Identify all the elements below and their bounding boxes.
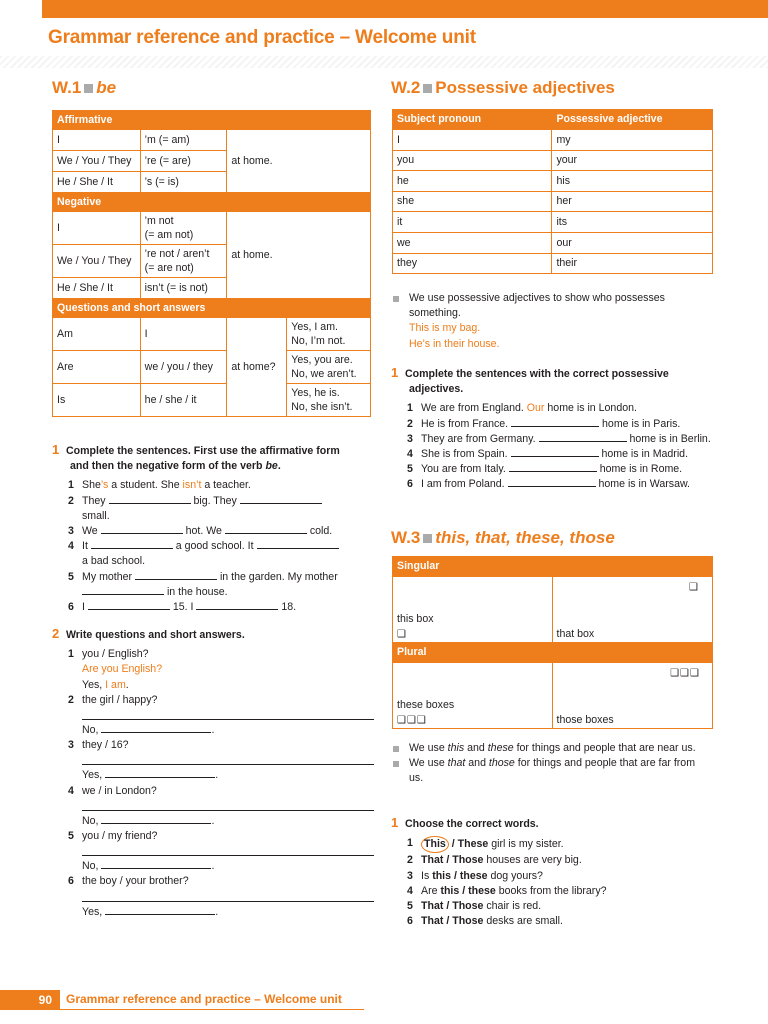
answer-blank[interactable] — [240, 494, 322, 504]
square-bullet-icon — [423, 534, 432, 543]
exercise-item: 4 we / in London? No, . — [52, 784, 374, 829]
box-icon: ❑ — [397, 628, 406, 640]
exercise-item: 6 I am from Poland. home is in Warsaw. — [407, 478, 690, 491]
exercise-item: 2 He is from France. home is in Paris. — [407, 417, 681, 430]
section-w2-heading — [391, 78, 615, 98]
answer-blank[interactable] — [135, 570, 217, 580]
exercise-item: 2 They big. They small. — [52, 494, 374, 524]
w2-note: We use possessive adjectives to show who possesses something. This is my bag. He’s in their house. — [391, 291, 713, 352]
answer-blank[interactable] — [101, 723, 211, 733]
w3-notes: We use this and these for things and people that are near us. We use that and those for things and people that are far from us. — [391, 741, 713, 787]
page-number: 90 — [0, 990, 60, 1010]
w3-exercise-1: 1 Choose the correct words. 1 This / These girl is my sister. 2 That / Those houses are very big. 3 Is this / these dog yours? 4 Are this / these books from the library? 5 That / Those chair is red. 6 That / Those desks are small. — [391, 815, 713, 929]
exercise-item: 5 My mother in the garden. My mother in the house. — [68, 570, 338, 598]
answer-blank[interactable] — [511, 447, 599, 457]
square-bullet-icon — [423, 84, 432, 93]
section-w1-heading — [52, 78, 116, 98]
exercise-item: 1 This / These girl is my sister. — [391, 836, 713, 853]
top-bar — [0, 0, 768, 18]
answer-blank[interactable] — [88, 600, 170, 610]
answer-blank[interactable] — [509, 462, 597, 472]
exercise-item: 6 the boy / your brother? Yes, . — [52, 874, 374, 919]
answer-blank[interactable] — [511, 417, 599, 427]
square-bullet-icon — [84, 84, 93, 93]
exercise-item: 1 She’s a student. She isn’t a teacher. — [68, 479, 251, 492]
section-w3-heading — [391, 528, 615, 548]
w1-exercise-2: 2 Write questions and short answers. 1 you / English? Are you English? Yes, I am. 2 the girl / happy? No, . 3 they / 16? Yes, . 4 we / in London? No, . 5 you / my friend? No, . 6 the boy / your brother? Yes, . — [52, 626, 374, 920]
answer-blank[interactable] — [101, 859, 211, 869]
exercise-item: 3 They are from Germany. home is in Berlin. — [407, 432, 711, 445]
section-title: be — [96, 78, 117, 97]
box-icon: ❑ — [689, 582, 698, 593]
answer-blank[interactable] — [91, 539, 173, 549]
header-stripe — [0, 56, 768, 68]
answer-blank[interactable] — [257, 539, 339, 549]
answer-blank[interactable] — [225, 524, 307, 534]
answer-blank[interactable] — [82, 585, 164, 595]
page-title: Grammar reference and practice – Welcome unit — [48, 27, 476, 48]
exercise-item: 1 you / English? Are you English? Yes, I am. — [68, 648, 163, 691]
circled-answer[interactable]: This — [421, 836, 449, 853]
affirmative-header: Affirmative — [53, 111, 371, 130]
top-bar-notch — [0, 0, 42, 18]
exercise-item: 5 you / my friend? No, . — [52, 829, 374, 874]
footer-title: Grammar reference and practice – Welcome unit — [66, 992, 342, 1006]
exercise-item: 4 Are this / these books from the library? — [407, 884, 607, 897]
section-code: W.3 — [391, 528, 421, 547]
answer-line[interactable] — [82, 890, 374, 902]
section-code: W.1 — [52, 78, 82, 97]
answer-blank[interactable] — [109, 494, 191, 504]
exercise-item: 4 It a good school. It a bad school. — [52, 539, 374, 569]
exercise-item: 5 That / Those chair is red. — [407, 900, 542, 913]
exercise-item: 3 they / 16? Yes, . — [52, 738, 374, 783]
exercise-item: 2 the girl / happy? No, . — [52, 693, 374, 738]
exercise-item: 3 Is this / these dog yours? — [407, 869, 543, 882]
possessive-table: Subject pronoun Possessive adjective I my you your he his she her it its we our they their — [392, 109, 713, 274]
exercise-item: 6 That / Those desks are small. — [407, 915, 563, 928]
exercise-item: 3 We hot. We cold. — [68, 525, 333, 538]
answer-blank[interactable] — [105, 768, 215, 778]
answer-blank[interactable] — [508, 477, 596, 487]
be-table: Affirmative I ’m (= am) at home. We / You / They ’re (= are) He / She / It ’s (= is) Negative I ’m not (= am not) at home. We / You / They ’re not / aren’t (= are not) He / She / It isn’t (= is not) Questions and short answers Am I at home? Yes, I am. No, I’m not. Are we / you / they Yes, you are. No, we aren’t. Is he / she / it Yes, he is. No, she isn’t. — [52, 110, 371, 417]
answer-blank[interactable] — [101, 814, 211, 824]
exercise-item: 5 You are from Italy. home is in Rome. — [407, 463, 683, 476]
exercise-item: 1 We are from England. Our home is in London. — [407, 402, 637, 415]
answer-line[interactable] — [82, 753, 374, 765]
exercise-item: 2 That / Those houses are very big. — [407, 854, 582, 867]
section-code: W.2 — [391, 78, 421, 97]
exercise-item: 6 I 15. I 18. — [68, 601, 297, 614]
section-title: this, that, these, those — [435, 528, 615, 547]
answer-blank[interactable] — [105, 905, 215, 915]
answer-line[interactable] — [82, 799, 374, 811]
w1-exercise-1: 1 Complete the sentences. First use the affirmative form and then the negative form of the verb be. 1 She’s a student. She isn’t a teacher. 2 They big. They small. 3 We hot. We cold. 4 It a good school. It a bad school. 5 My mother in the garden. My mother in the house. 6 I 15. I 18. — [52, 442, 374, 615]
answer-blank[interactable] — [539, 432, 627, 442]
section-title: Possessive adjectives — [435, 78, 615, 97]
answer-line[interactable] — [82, 844, 374, 856]
answer-blank[interactable] — [196, 600, 278, 610]
answer-line[interactable] — [82, 708, 374, 720]
answer-blank[interactable] — [101, 524, 183, 534]
exercise-item: 4 She is from Spain. home is in Madrid. — [407, 448, 689, 461]
w2-exercise-1: 1 Complete the sentences with the correct possessive adjectives. 1 We are from England. Our home is in London. 2 He is from France. home is in Paris. 3 They are from Germany. home is in Berlin. 4 She is from Spain. home is in Madrid. 5 You are from Italy. home is in Rome. 6 I am from Poland. home is in Warsaw. — [391, 365, 716, 493]
questions-header: Questions and short answers — [53, 299, 371, 318]
negative-header: Negative — [53, 193, 371, 212]
footer-rule — [60, 1009, 364, 1010]
boxes-icon: ❑❑❑ — [670, 668, 700, 679]
demonstratives-table: Singular this box ❑ ❑ that box Plural these boxes ❑❑❑ ❑❑❑ those boxes — [392, 556, 713, 729]
boxes-icon: ❑❑❑ — [397, 714, 427, 726]
